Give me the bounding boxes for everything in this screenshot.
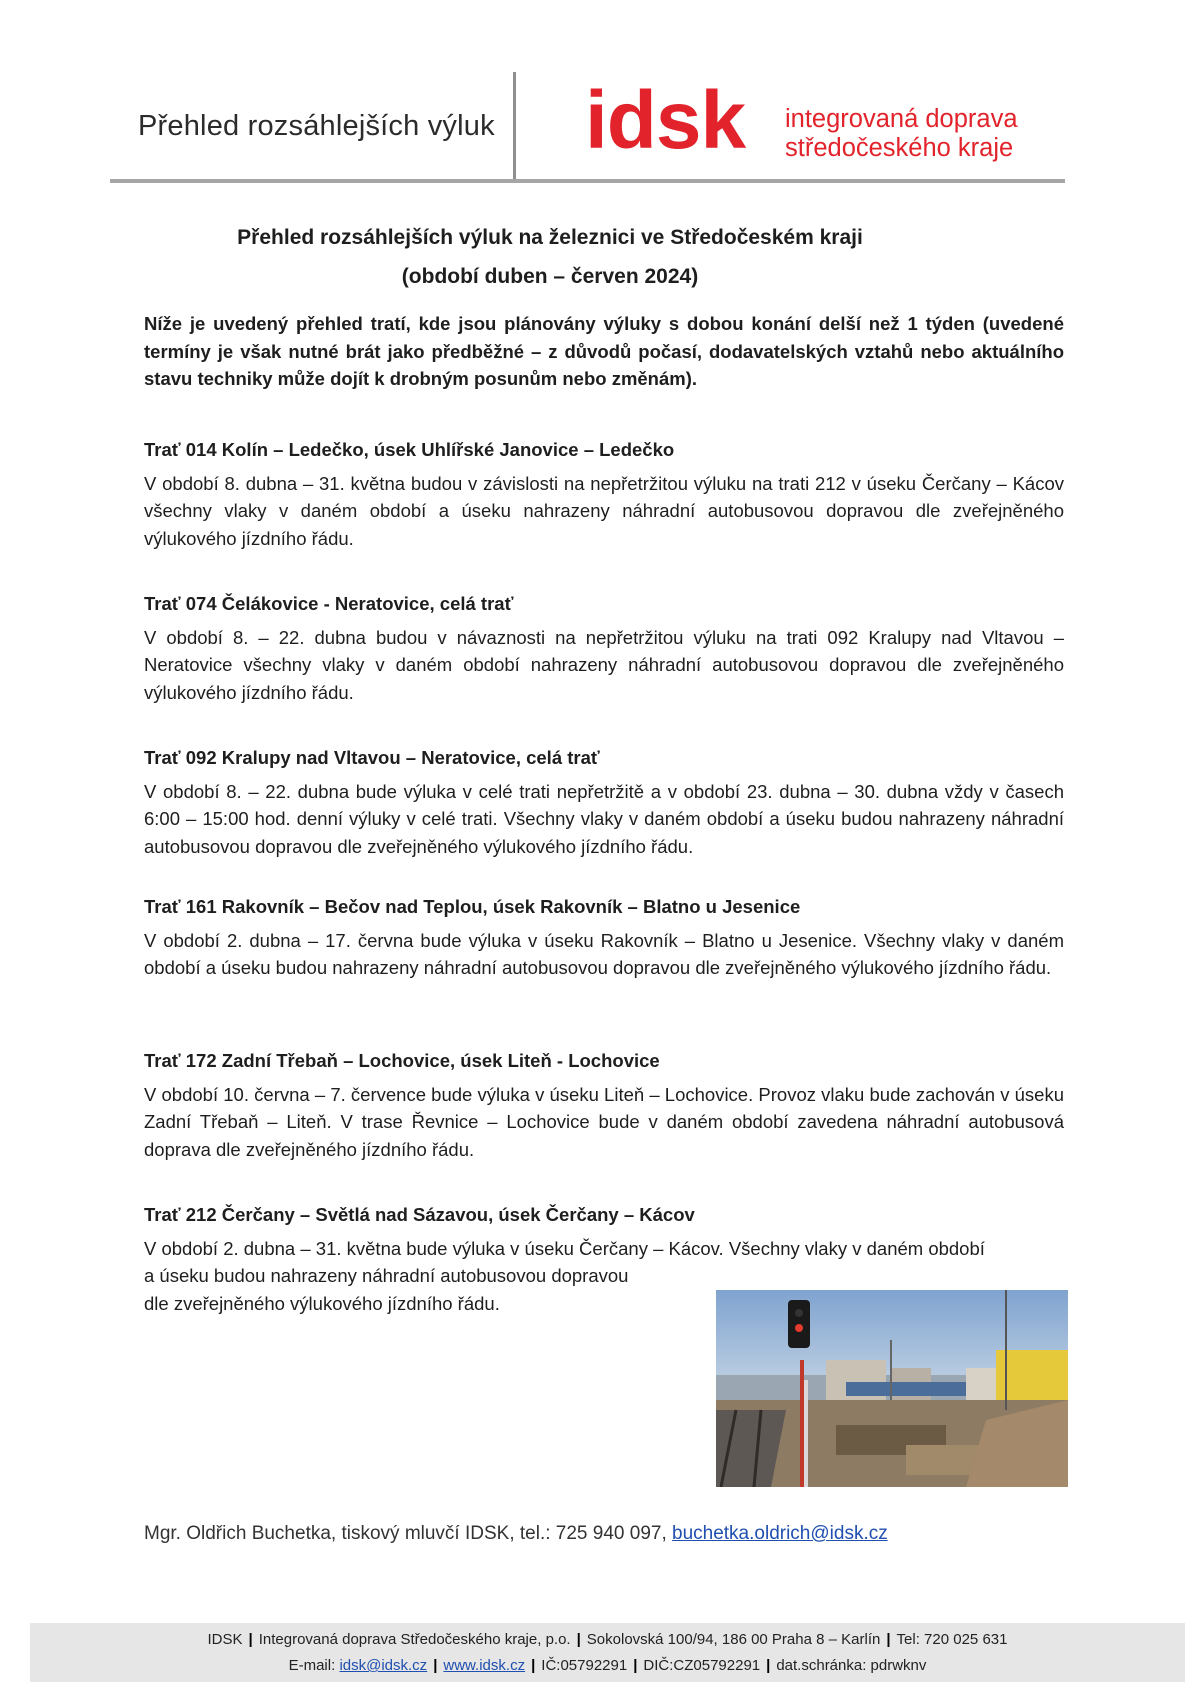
section-body-line3: dle zveřejněného výlukového jízdního řádu. (144, 1292, 500, 1314)
section-body-line1: V období 2. dubna – 31. května bude výluka v úseku Čerčany – Kácov. Všechny vlaky v daném období (144, 1237, 985, 1259)
footer-ic: IČ:05792291 (541, 1657, 628, 1674)
header-title: Přehled rozsáhlejších výluk (138, 110, 495, 142)
section-body: V období 8. – 22. dubna budou v návaznosti na nepřetržitou výluku na trati 092 Kralupy nad Vltavou – Neratovice všechny vlaky v daném období nahrazeny náhradní autobusovou dopravou dle zveřejněného výlukového jízdního řádu. (144, 626, 1064, 703)
section-heading: Trať 172 Zadní Třebaň – Lochovice, úsek Liteň - Lochovice (144, 1050, 660, 1071)
section-track-161 (144, 893, 1064, 982)
footer-web-link[interactable]: www.idsk.cz (443, 1657, 526, 1674)
footer-email-label: E-mail: (288, 1657, 340, 1674)
footer-org-short: IDSK (207, 1631, 243, 1648)
footer-phone: Tel: 720 025 631 (896, 1631, 1008, 1648)
logo-tagline-line2: středočeského kraje (785, 134, 1014, 162)
section-track-172 (144, 1047, 1064, 1163)
contact-text: Mgr. Oldřich Buchetka, tiskový mluvčí IDSK, tel.: 725 940 097, (144, 1523, 673, 1544)
document-title (140, 218, 960, 296)
header-rule (110, 179, 1065, 183)
section-body: V období 8. dubna – 31. května budou v závislosti na nepřetržitou výluku na trati 212 v úseku Čerčany – Kácov všechny vlaky v daném období a úseku nahrazeny náhradní autobusovou dopravou dle zveřejněného výlukového jízdního řádu. (144, 472, 1064, 549)
section-track-092 (144, 744, 1064, 860)
photo-illustration (716, 1290, 1068, 1487)
railway-construction-photo (716, 1290, 1068, 1487)
intro-paragraph: Níže je uvedený přehled tratí, kde jsou plánovány výluky s dobou konání delší než 1 týden (uvedené termíny je však nutné brát jako předběžné – z důvodů počasí, dodavatelských vztahů nebo aktuálního stavu techniky může dojít k drobným posunům nebo změnám). (144, 313, 1064, 389)
footer-databox: dat.schránka: pdrwknv (776, 1657, 927, 1674)
section-heading: Trať 014 Kolín – Ledečko, úsek Uhlířské Janovice – Ledečko (144, 439, 675, 460)
footer-address: Sokolovská 100/94, 186 00 Praha 8 – Karlín (586, 1631, 881, 1648)
footer-dic: DIČ:CZ05792291 (643, 1657, 761, 1674)
page-header (110, 72, 1065, 184)
section-body-line2: a úseku budou nahrazeny náhradní autobusovou dopravou (144, 1265, 629, 1286)
footer-org-full: Integrovaná doprava Středočeského kraje, p.o. (258, 1631, 571, 1648)
header-divider (513, 72, 516, 182)
page-footer (30, 1623, 1185, 1682)
section-heading: Trať 092 Kralupy nad Vltavou – Neratovice, celá trať (144, 747, 600, 768)
document-title-line2: (období duben – červen 2024) (401, 265, 699, 288)
footer-row1: IDSK | Integrovaná doprava Středočeského kraje, p.o. | Sokolovská 100/94, 186 00 Praha 8 – Karlín | Tel: 720 025 631 (207, 1631, 1008, 1648)
idsk-logo (585, 75, 1055, 168)
footer-row2: E-mail: idsk@idsk.cz | www.idsk.cz | IČ:05792291 | DIČ:CZ05792291 | dat.schránka: pdrwknv (288, 1657, 927, 1674)
contact-email-link[interactable]: buchetka.oldrich@idsk.cz (672, 1523, 888, 1544)
section-body: V období 2. dubna – 17. června bude výluka v úseku Rakovník – Blatno u Jesenice. Všechny vlaky v daném období a úseku budou nahrazeny náhradní autobusovou dopravou dle zveřejněného výlukového jízdního řádu. (144, 929, 1064, 978)
section-track-074 (144, 590, 1064, 706)
section-body: V období 10. června – 7. července bude výluka v úseku Liteň – Lochovice. Provoz vlaku bude zachován v úseku Zadní Třebaň – Liteň. V trase Řevnice – Lochovice bude v daném období zavedena náhradní autobusová doprava dle zveřejněného jízdního řádu. (144, 1083, 1064, 1160)
section-heading: Trať 161 Rakovník – Bečov nad Teplou, úsek Rakovník – Blatno u Jesenice (144, 896, 801, 917)
section-track-014 (144, 436, 1064, 552)
contact-line (144, 1523, 888, 1545)
section-heading: Trať 212 Čerčany – Světlá nad Sázavou, úsek Čerčany – Kácov (144, 1204, 695, 1225)
logo-wordmark: idsk (585, 75, 746, 166)
logo-tagline-line1: integrovaná doprava (785, 105, 1018, 133)
footer-email-link[interactable]: idsk@idsk.cz (339, 1657, 428, 1674)
section-body: V období 8. – 22. dubna bude výluka v celé trati nepřetržitě a v období 23. dubna – 30. dubna vždy v časech 6:00 – 15:00 hod. denní výluky v celé trati. Všechny vlaky v daném období a úseku budou nahrazeny náhradní autobusovou dopravou dle zveřejněného výlukového jízdního řádu. (144, 780, 1064, 857)
document-title-line1: Přehled rozsáhlejších výluk na železnici ve Středočeském kraji (237, 226, 863, 249)
intro-block (144, 310, 1064, 393)
section-heading: Trať 074 Čelákovice - Neratovice, celá trať (144, 593, 514, 614)
